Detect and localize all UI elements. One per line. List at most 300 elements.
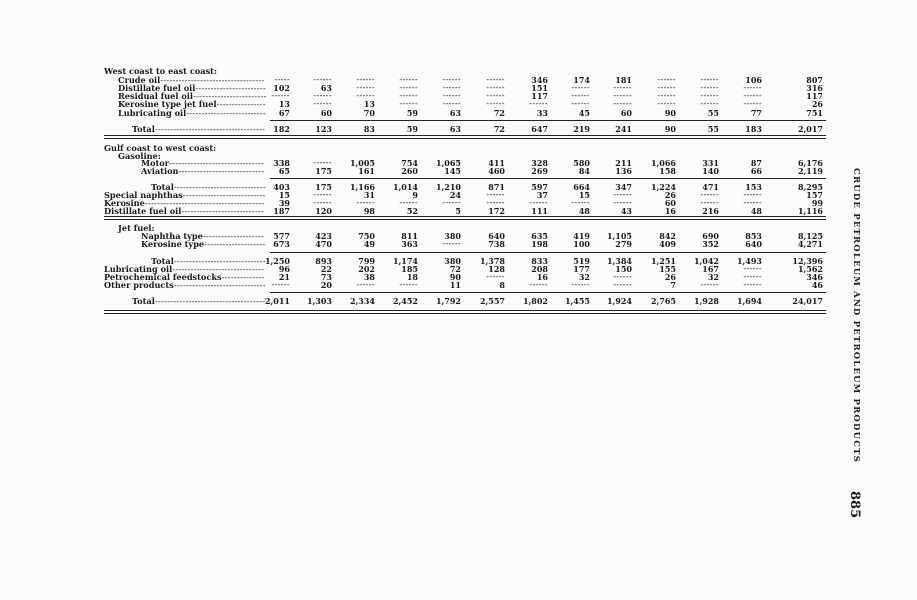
table-cell: 24,017 bbox=[792, 296, 823, 306]
table-cell: ------ bbox=[743, 198, 762, 207]
table-cell: 65 bbox=[278, 166, 290, 176]
table-cell: 2,334 bbox=[349, 296, 375, 306]
row-label-text: Other products bbox=[104, 280, 174, 290]
table-cell: ------ bbox=[743, 264, 762, 273]
table-cell: ------ bbox=[399, 91, 418, 100]
dot-leader: ------------------------------ bbox=[172, 264, 265, 274]
table-cell: ------ bbox=[743, 280, 762, 289]
table-cell: ------ bbox=[657, 83, 676, 92]
dot-leader: ------------------------------ bbox=[173, 280, 266, 290]
dot-leader: --------------------------- bbox=[182, 190, 266, 200]
dot-leader: -------------- bbox=[221, 272, 265, 282]
row-label-text: Lubricating oil bbox=[104, 264, 173, 274]
table-cell: ------ bbox=[700, 83, 719, 92]
table-cell: ------ bbox=[442, 239, 461, 248]
table-cell: 15 bbox=[578, 190, 590, 200]
table-cell: 151 bbox=[531, 83, 548, 93]
table-cell: ------ bbox=[486, 198, 505, 207]
table-cell: 52 bbox=[406, 206, 418, 216]
table-cell: 577 bbox=[273, 231, 290, 241]
table-cell: 690 bbox=[702, 231, 719, 241]
table-cell: ------ bbox=[399, 83, 418, 92]
table-cell: 363 bbox=[401, 239, 418, 249]
table-cell: ------ bbox=[313, 158, 332, 167]
table-cell: 174 bbox=[573, 75, 590, 85]
table-cell: 145 bbox=[444, 166, 461, 176]
table-cell: 24 bbox=[449, 190, 461, 200]
table-cell: 640 bbox=[745, 239, 762, 249]
table-cell: 32 bbox=[578, 272, 590, 282]
dot-leader: ------------------------------ bbox=[173, 256, 266, 266]
table-cell: 16 bbox=[536, 272, 548, 282]
table-cell: ------ bbox=[743, 83, 762, 92]
table-cell: 519 bbox=[573, 256, 590, 266]
row-label-text: Total bbox=[132, 124, 155, 134]
table-cell: 202 bbox=[358, 264, 375, 274]
table-cell: 871 bbox=[488, 182, 505, 192]
table-cell: 22 bbox=[320, 264, 332, 274]
table-cell: 750 bbox=[358, 231, 375, 241]
table-cell: ------ bbox=[700, 198, 719, 207]
dot-leader: ----------------------- bbox=[195, 83, 266, 93]
dot-leader: ------------------------ bbox=[193, 91, 267, 101]
table-cell: ------ bbox=[442, 198, 461, 207]
table-cell: 21 bbox=[278, 272, 290, 282]
table-cell: 1,924 bbox=[606, 296, 632, 306]
table-cell: ------ bbox=[700, 91, 719, 100]
table-cell: 59 bbox=[406, 108, 418, 118]
dot-leader: ---------------- bbox=[216, 99, 266, 109]
table-cell: 38 bbox=[363, 272, 375, 282]
table-cell: 1,105 bbox=[606, 231, 632, 241]
table-cell: 1,928 bbox=[693, 296, 719, 306]
table-cell: ------ bbox=[613, 91, 632, 100]
table-cell: 72 bbox=[493, 124, 505, 134]
table-cell: 8,295 bbox=[797, 182, 823, 192]
table-cell: ------ bbox=[486, 75, 505, 84]
table-cell: 346 bbox=[531, 75, 548, 85]
table-cell: 751 bbox=[806, 108, 823, 118]
table-cell: 60 bbox=[664, 198, 676, 208]
page-number: 885 bbox=[847, 491, 862, 519]
subtotal-rule bbox=[270, 178, 826, 179]
table-cell: ------ bbox=[613, 198, 632, 207]
table-cell: 799 bbox=[358, 256, 375, 266]
table-cell: ------ bbox=[399, 198, 418, 207]
table-cell: 15 bbox=[278, 190, 290, 200]
row-label bbox=[141, 239, 265, 249]
table-cell: ------ bbox=[442, 99, 461, 108]
row-label-text: Aviation bbox=[141, 166, 179, 176]
table-cell: 1,792 bbox=[435, 296, 461, 306]
table-cell: 1,251 bbox=[650, 256, 676, 266]
dot-leader: --------------------------- bbox=[181, 206, 265, 216]
table-cell: 347 bbox=[615, 182, 632, 192]
table-cell: 1,174 bbox=[392, 256, 418, 266]
table-cell: 1,303 bbox=[306, 296, 332, 306]
table-cell: 117 bbox=[531, 91, 548, 101]
table-cell: 175 bbox=[315, 166, 332, 176]
table-cell: 90 bbox=[664, 108, 676, 118]
table-cell: 198 bbox=[531, 239, 548, 249]
table-cell: 403 bbox=[273, 182, 290, 192]
row-label bbox=[104, 280, 266, 290]
table-cell: 39 bbox=[278, 198, 290, 208]
table-cell: 60 bbox=[620, 108, 632, 118]
table-cell: 77 bbox=[750, 108, 762, 118]
row-label-text: Kerosine type jet fuel bbox=[118, 99, 217, 109]
table-cell: ------ bbox=[486, 190, 505, 199]
row-label-text: Distillate fuel oil bbox=[118, 83, 196, 93]
row-label-text: Total bbox=[151, 256, 174, 266]
table-cell: 185 bbox=[401, 264, 418, 274]
row-label bbox=[132, 124, 265, 134]
table-cell: ------ bbox=[399, 99, 418, 108]
table-cell: ------ bbox=[486, 99, 505, 108]
row-label-text: Motor bbox=[141, 158, 170, 168]
table-cell: 13 bbox=[278, 99, 290, 109]
table-cell: 6,176 bbox=[797, 158, 823, 168]
table-cell: 117 bbox=[806, 91, 823, 101]
table-cell: ------ bbox=[571, 99, 590, 108]
table-cell: 4,271 bbox=[797, 239, 823, 249]
table-cell: 99 bbox=[811, 198, 823, 208]
table-cell: ------ bbox=[486, 91, 505, 100]
table-cell: 2,765 bbox=[650, 296, 676, 306]
table-cell: ------ bbox=[529, 280, 548, 289]
table-cell: 647 bbox=[531, 124, 548, 134]
table-cell: ------ bbox=[657, 91, 676, 100]
table-cell: ------ bbox=[571, 83, 590, 92]
row-label-text: Residual fuel oil bbox=[118, 91, 194, 101]
table-cell: ------ bbox=[657, 75, 676, 84]
table-cell: 177 bbox=[573, 264, 590, 274]
table-cell: 26 bbox=[811, 99, 823, 109]
table-cell: 72 bbox=[449, 264, 461, 274]
table-cell: 172 bbox=[488, 206, 505, 216]
table-cell: 1,493 bbox=[736, 256, 762, 266]
table-cell: 738 bbox=[488, 239, 505, 249]
table-cell: ------ bbox=[356, 280, 375, 289]
table-cell: 26 bbox=[664, 272, 676, 282]
table-cell: 98 bbox=[363, 206, 375, 216]
row-label-text: Gasoline: bbox=[118, 151, 161, 161]
table-cell: ------ bbox=[313, 99, 332, 108]
table-cell: 640 bbox=[488, 231, 505, 241]
table-cell: 2,557 bbox=[479, 296, 505, 306]
table-cell: 807 bbox=[806, 75, 823, 85]
table-cell: ------ bbox=[700, 75, 719, 84]
table-cell: ------ bbox=[486, 272, 505, 281]
table-cell: 380 bbox=[444, 256, 461, 266]
table-cell: 460 bbox=[488, 166, 505, 176]
table-cell: 1,802 bbox=[522, 296, 548, 306]
row-label-text: Crude oil bbox=[118, 75, 161, 85]
dot-leader: ---------------------------------- bbox=[160, 75, 265, 85]
table-cell: 187 bbox=[273, 206, 290, 216]
table-cell: ------ bbox=[571, 198, 590, 207]
row-label bbox=[104, 206, 264, 216]
table-cell: 66 bbox=[750, 166, 762, 176]
table-cell: ------ bbox=[356, 198, 375, 207]
table-cell: 842 bbox=[659, 231, 676, 241]
table-cell: 157 bbox=[806, 190, 823, 200]
dot-leader: -------------------- bbox=[202, 231, 265, 241]
table-cell: 67 bbox=[278, 108, 290, 118]
table-cell: 49 bbox=[363, 239, 375, 249]
table-cell: 419 bbox=[573, 231, 590, 241]
table-cell: 13 bbox=[363, 99, 375, 109]
table-cell: ------ bbox=[442, 91, 461, 100]
table-cell: ------ bbox=[442, 83, 461, 92]
table-cell: 470 bbox=[315, 239, 332, 249]
table-cell: ------ bbox=[399, 280, 418, 289]
table-cell: ------ bbox=[743, 272, 762, 281]
dot-leader: ------------------------------------ bbox=[154, 296, 266, 306]
table-cell: 111 bbox=[531, 206, 548, 216]
table-cell: 183 bbox=[745, 124, 762, 134]
table-cell: 1,378 bbox=[479, 256, 505, 266]
table-cell: 279 bbox=[615, 239, 632, 249]
table-cell: 96 bbox=[278, 264, 290, 274]
table-cell: 664 bbox=[573, 182, 590, 192]
table-cell: 1,116 bbox=[797, 206, 823, 216]
section-double-rule bbox=[104, 135, 826, 136]
table-cell: 1,066 bbox=[650, 158, 676, 168]
table-cell: ------ bbox=[486, 83, 505, 92]
row-label-text: Jet fuel: bbox=[118, 223, 155, 233]
dot-leader: -------------------- bbox=[204, 239, 266, 249]
row-label-text: Gulf coast to west coast: bbox=[104, 143, 217, 153]
table-cell: 48 bbox=[750, 206, 762, 216]
row-label bbox=[141, 166, 264, 176]
table-cell: 73 bbox=[320, 272, 332, 282]
table-cell: ------ bbox=[529, 99, 548, 108]
table-cell: 150 bbox=[615, 264, 632, 274]
table-cell: 331 bbox=[702, 158, 719, 168]
table-cell: ------ bbox=[743, 99, 762, 108]
table-cell: 181 bbox=[615, 75, 632, 85]
dot-leader: ---------------------------- bbox=[178, 166, 265, 176]
table-cell: ------ bbox=[613, 83, 632, 92]
row-label bbox=[132, 296, 265, 306]
table-cell: 241 bbox=[615, 124, 632, 134]
table-cell: 893 bbox=[315, 256, 332, 266]
table-cell: 11 bbox=[449, 280, 461, 290]
table-cell: 153 bbox=[745, 182, 762, 192]
table-cell: 26 bbox=[664, 190, 676, 200]
table-cell: ------ bbox=[271, 280, 290, 289]
table-cell: ------ bbox=[743, 190, 762, 199]
dot-leader: --------------------------------------- bbox=[144, 198, 265, 208]
table-cell: 216 bbox=[702, 206, 719, 216]
table-cell: ------ bbox=[356, 75, 375, 84]
table-cell: 100 bbox=[573, 239, 590, 249]
table-cell: 811 bbox=[401, 231, 418, 241]
table-cell: ------ bbox=[313, 91, 332, 100]
table-cell: 471 bbox=[702, 182, 719, 192]
table-cell: 87 bbox=[750, 158, 762, 168]
table-cell: 45 bbox=[578, 108, 590, 118]
table-cell: ------ bbox=[399, 75, 418, 84]
table-cell: ------ bbox=[571, 280, 590, 289]
table-cell: 597 bbox=[531, 182, 548, 192]
table-cell: 2,119 bbox=[797, 166, 823, 176]
table-cell: 1,224 bbox=[650, 182, 676, 192]
table-cell: 423 bbox=[315, 231, 332, 241]
table-cell: ------ bbox=[313, 198, 332, 207]
table-cell: 2,017 bbox=[797, 124, 823, 134]
table-cell: ------ bbox=[700, 99, 719, 108]
table-cell: 37 bbox=[536, 190, 548, 200]
table-cell: 16 bbox=[664, 206, 676, 216]
table-cell: 84 bbox=[578, 166, 590, 176]
table-cell: 136 bbox=[615, 166, 632, 176]
table-cell: ------ bbox=[613, 272, 632, 281]
table-cell: 63 bbox=[320, 83, 332, 93]
table-cell: 1,005 bbox=[349, 158, 375, 168]
table-cell: 833 bbox=[531, 256, 548, 266]
table-cell: ------ bbox=[356, 91, 375, 100]
table-cell: 90 bbox=[449, 272, 461, 282]
table-cell: 328 bbox=[531, 158, 548, 168]
table-cell: ------ bbox=[613, 280, 632, 289]
table-cell: 120 bbox=[315, 206, 332, 216]
row-label-text: West coast to east coast: bbox=[104, 66, 217, 76]
table-cell: 754 bbox=[401, 158, 418, 168]
row-label-text: Total bbox=[132, 296, 155, 306]
table-cell: 102 bbox=[273, 83, 290, 93]
table-cell: 90 bbox=[664, 124, 676, 134]
table-cell: 12,396 bbox=[792, 256, 823, 266]
row-label-text: Naphtha type bbox=[141, 231, 203, 241]
table-cell: 9 bbox=[412, 190, 418, 200]
table-cell: ------ bbox=[657, 99, 676, 108]
table-cell: 411 bbox=[488, 158, 505, 168]
subtotal-rule bbox=[270, 120, 826, 121]
row-label-text: Lubricating oil bbox=[118, 108, 187, 118]
table-cell: 167 bbox=[702, 264, 719, 274]
table-cell: 2,452 bbox=[392, 296, 418, 306]
table-cell: 338 bbox=[273, 158, 290, 168]
table-cell: 18 bbox=[406, 272, 418, 282]
table-cell: ------ bbox=[313, 75, 332, 84]
row-label-text: Petrochemical feedstocks bbox=[104, 272, 222, 282]
dot-leader: ------------------------------------ bbox=[154, 124, 266, 134]
row-label-text: Kerosine bbox=[104, 198, 145, 208]
table-cell: 673 bbox=[273, 239, 290, 249]
subtotal-rule bbox=[270, 292, 826, 293]
table-cell: 182 bbox=[273, 124, 290, 134]
table-cell: 1,166 bbox=[349, 182, 375, 192]
table-cell: 46 bbox=[811, 280, 823, 290]
table-cell: 63 bbox=[449, 108, 461, 118]
table-cell: 316 bbox=[806, 83, 823, 93]
table-cell: 8 bbox=[499, 280, 505, 290]
table-cell: 853 bbox=[745, 231, 762, 241]
table-cell: 580 bbox=[573, 158, 590, 168]
table-cell: ------ bbox=[271, 91, 290, 100]
table-cell: ------ bbox=[356, 83, 375, 92]
table-cell: 219 bbox=[573, 124, 590, 134]
table-cell: 352 bbox=[702, 239, 719, 249]
table-cell: 140 bbox=[702, 166, 719, 176]
table-cell: 20 bbox=[320, 280, 332, 290]
table-cell: 106 bbox=[745, 75, 762, 85]
table-cell: 211 bbox=[615, 158, 632, 168]
table-cell: 208 bbox=[531, 264, 548, 274]
table-cell: ------ bbox=[613, 99, 632, 108]
table-cell: ------ bbox=[313, 190, 332, 199]
table-cell: 72 bbox=[493, 108, 505, 118]
table-cell: 83 bbox=[363, 124, 375, 134]
table-cell: 269 bbox=[531, 166, 548, 176]
row-label bbox=[118, 108, 266, 118]
table-cell: 123 bbox=[315, 124, 332, 134]
table-cell: 70 bbox=[363, 108, 375, 118]
table-cell: 33 bbox=[536, 108, 548, 118]
table-cell: 1,065 bbox=[435, 158, 461, 168]
row-label-text: Special naphthas bbox=[104, 190, 183, 200]
bottom-double-rule bbox=[104, 310, 826, 311]
table-cell: 43 bbox=[620, 206, 632, 216]
section-double-rule bbox=[104, 216, 826, 217]
table-cell: 1,210 bbox=[435, 182, 461, 192]
row-label-text: Kerosine type bbox=[141, 239, 205, 249]
row-label-text: Total bbox=[151, 182, 174, 192]
table-cell: ------ bbox=[529, 198, 548, 207]
subtotal-rule bbox=[270, 252, 826, 253]
table-cell: 1,014 bbox=[392, 182, 418, 192]
table-cell: 128 bbox=[488, 264, 505, 274]
table-cell: ------ bbox=[700, 280, 719, 289]
dot-leader: ------------------------------- bbox=[169, 158, 265, 168]
table-cell: 1,250 bbox=[264, 256, 290, 266]
table-cell: 380 bbox=[444, 231, 461, 241]
dot-leader: -------------------------- bbox=[186, 108, 266, 118]
dot-leader: ------------------------------ bbox=[173, 182, 266, 192]
table-cell: 346 bbox=[806, 272, 823, 282]
table-cell: ------ bbox=[743, 91, 762, 100]
table-cell: 48 bbox=[578, 206, 590, 216]
table-cell: ------ bbox=[442, 75, 461, 84]
table-cell: 158 bbox=[659, 166, 676, 176]
table-cell: 2,011 bbox=[264, 296, 290, 306]
table-cell: 31 bbox=[363, 190, 375, 200]
table-cell: 7 bbox=[670, 280, 676, 290]
table-cell: 1,562 bbox=[797, 264, 823, 274]
table-cell: 32 bbox=[707, 272, 719, 282]
table-cell: ----- bbox=[274, 75, 290, 84]
table-cell: 175 bbox=[315, 182, 332, 192]
table-cell: 409 bbox=[659, 239, 676, 249]
table-cell: 635 bbox=[531, 231, 548, 241]
table-cell: 1,694 bbox=[736, 296, 762, 306]
table-cell: 1,384 bbox=[606, 256, 632, 266]
table-cell: 55 bbox=[707, 124, 719, 134]
table-cell: 1,455 bbox=[564, 296, 590, 306]
table-cell: 161 bbox=[358, 166, 375, 176]
table-cell: 5 bbox=[455, 206, 461, 216]
running-head: CRUDE PETROLEUM AND PETROLEUM PRODUCTS bbox=[851, 168, 861, 464]
row-label-text: Distillate fuel oil bbox=[104, 206, 182, 216]
table-cell: 63 bbox=[449, 124, 461, 134]
table-cell: ------ bbox=[571, 91, 590, 100]
table-cell: 1,042 bbox=[693, 256, 719, 266]
table-cell: 60 bbox=[320, 108, 332, 118]
table-cell: 55 bbox=[707, 108, 719, 118]
table-cell: 155 bbox=[659, 264, 676, 274]
